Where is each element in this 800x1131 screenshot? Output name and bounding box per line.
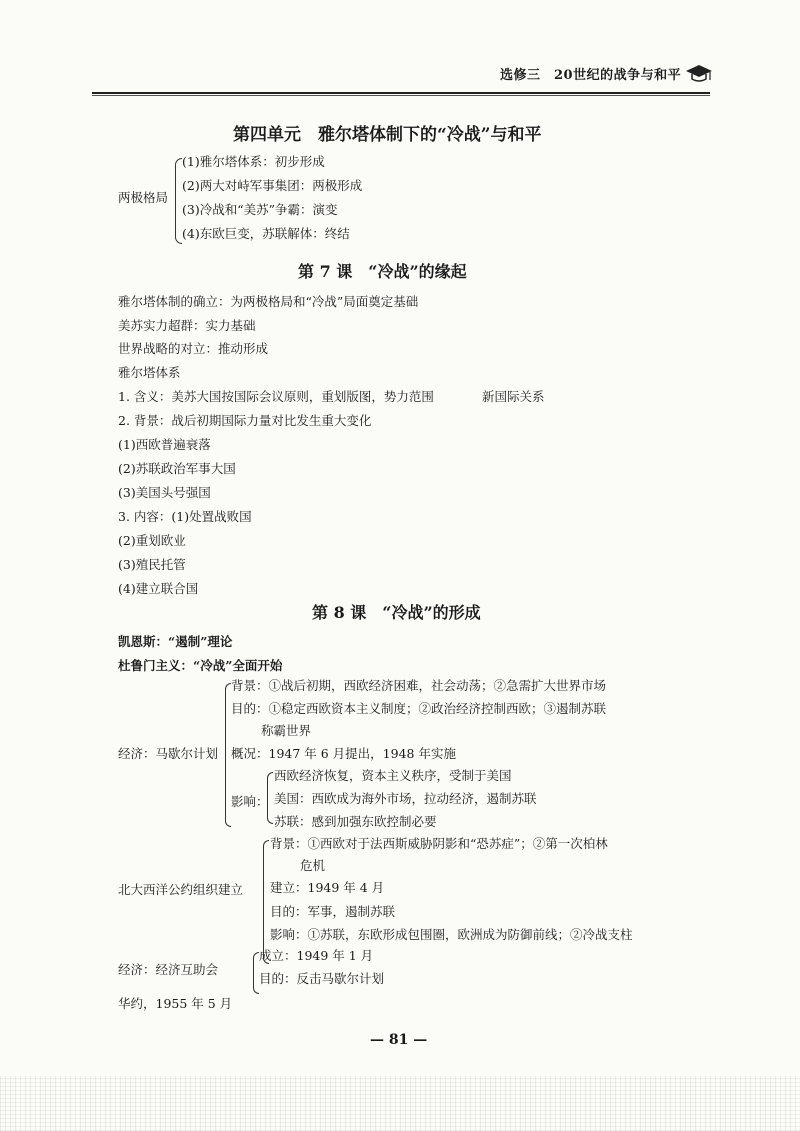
lesson8-bold-line: 凯恩斯：“遏制”理论: [118, 634, 233, 649]
overview-item: (4)东欧巨变，苏联解体：终结: [182, 226, 350, 241]
lesson8-bold-line: 杜鲁门主义：“冷战”全面开始: [118, 658, 283, 673]
comecon-label: 经济：经济互助会: [118, 962, 219, 977]
nato-influence: 影响：①苏联，东欧形成包围圈，欧洲成为防御前线；②冷战支柱: [270, 927, 633, 942]
overview-brace: [175, 158, 182, 244]
overview-item: (1)雅尔塔体系：初步形成: [182, 154, 325, 169]
marshall-influence-item: 美国：西欧成为海外市场，拉动经济，遏制苏联: [274, 791, 537, 806]
marshall-background: 背景：①战后初期，西欧经济困难，社会动荡；②急需扩大世界市场: [231, 678, 607, 693]
scan-noise: [0, 1076, 800, 1131]
marshall-influence-label: 影响：: [231, 794, 269, 809]
comecon-purpose: 目的：反击马歇尔计划: [259, 971, 385, 986]
lesson7-title: 第 7 课 “冷战”的缘起: [298, 262, 467, 281]
lesson7-line: (3)美国头号强国: [118, 485, 211, 500]
warsaw-line: 华约，1955 年 5 月: [118, 996, 233, 1011]
nato-purpose: 目的：军事，遏制苏联: [270, 904, 396, 919]
lesson7-line: (2)苏联政治军事大国: [118, 461, 236, 476]
lesson7-line: 3. 内容：(1)处置战败国: [118, 509, 252, 524]
marshall-influence-item: 苏联：感到加强东欧控制必要: [274, 814, 437, 829]
lesson7-line: 雅尔塔体制的确立：为两极格局和“冷战”局面奠定基础: [118, 294, 419, 309]
lesson7-line: (3)殖民托管: [118, 557, 186, 572]
overview-item: (2)两大对峙军事集团：两极形成: [182, 178, 363, 193]
nato-background-cont: 危机: [300, 858, 326, 873]
lesson7-line: (1)西欧普遍衰落: [118, 437, 211, 452]
lesson7-line: 雅尔塔体系: [118, 365, 181, 380]
lesson7-side-note: 新国际关系: [482, 389, 545, 404]
overview-item: (3)冷战和“美苏”争霸：演变: [182, 202, 338, 217]
nato-founded: 建立：1949 年 4 月: [270, 880, 385, 895]
lesson7-line: (4)建立联合国: [118, 581, 199, 596]
overview-label: 两极格局: [118, 190, 169, 205]
lesson7-line: (2)重划欧业: [118, 533, 186, 548]
marshall-label: 经济：马歇尔计划: [118, 746, 219, 761]
marshall-purpose-cont: 称霸世界: [261, 723, 312, 738]
marshall-purpose: 目的：①稳定西欧资本主义制度；②政治经济控制西欧；③遏制苏联: [231, 701, 607, 716]
graduation-cap-icon: [684, 62, 714, 84]
page-number: — 81 —: [370, 1032, 428, 1048]
comecon-founded: 成立：1949 年 1 月: [259, 948, 374, 963]
lesson7-line: 2. 背景：战后初期国际力量对比发生重大变化: [118, 413, 372, 428]
header-rule-thin: [92, 95, 710, 96]
running-header: 选修三 20世纪的战争与和平: [500, 68, 682, 83]
lesson7-line: 美苏实力超群：实力基础: [118, 318, 256, 333]
marshall-overview: 概况：1947 年 6 月提出，1948 年实施: [231, 746, 456, 761]
nato-background: 背景：①西欧对于法西斯威胁阴影和“恐苏症”；②第一次柏林: [270, 836, 608, 851]
header-rule: [92, 92, 710, 94]
lesson7-line: 世界战略的对立：推动形成: [118, 341, 269, 356]
marshall-influence-item: 西欧经济恢复，资本主义秩序，受制于美国: [274, 768, 512, 783]
lesson7-line: 1. 含义：美苏大国按国际会议原则，重划版图，势力范围: [118, 389, 434, 404]
unit-title: 第四单元 雅尔塔体制下的“冷战”与和平: [233, 125, 542, 145]
lesson8-title: 第 8 课 “冷战”的形成: [312, 603, 481, 622]
nato-label: 北大西洋公约组织建立: [118, 882, 244, 897]
nato-brace: [263, 840, 269, 964]
marshall-influence-brace: [267, 772, 273, 824]
